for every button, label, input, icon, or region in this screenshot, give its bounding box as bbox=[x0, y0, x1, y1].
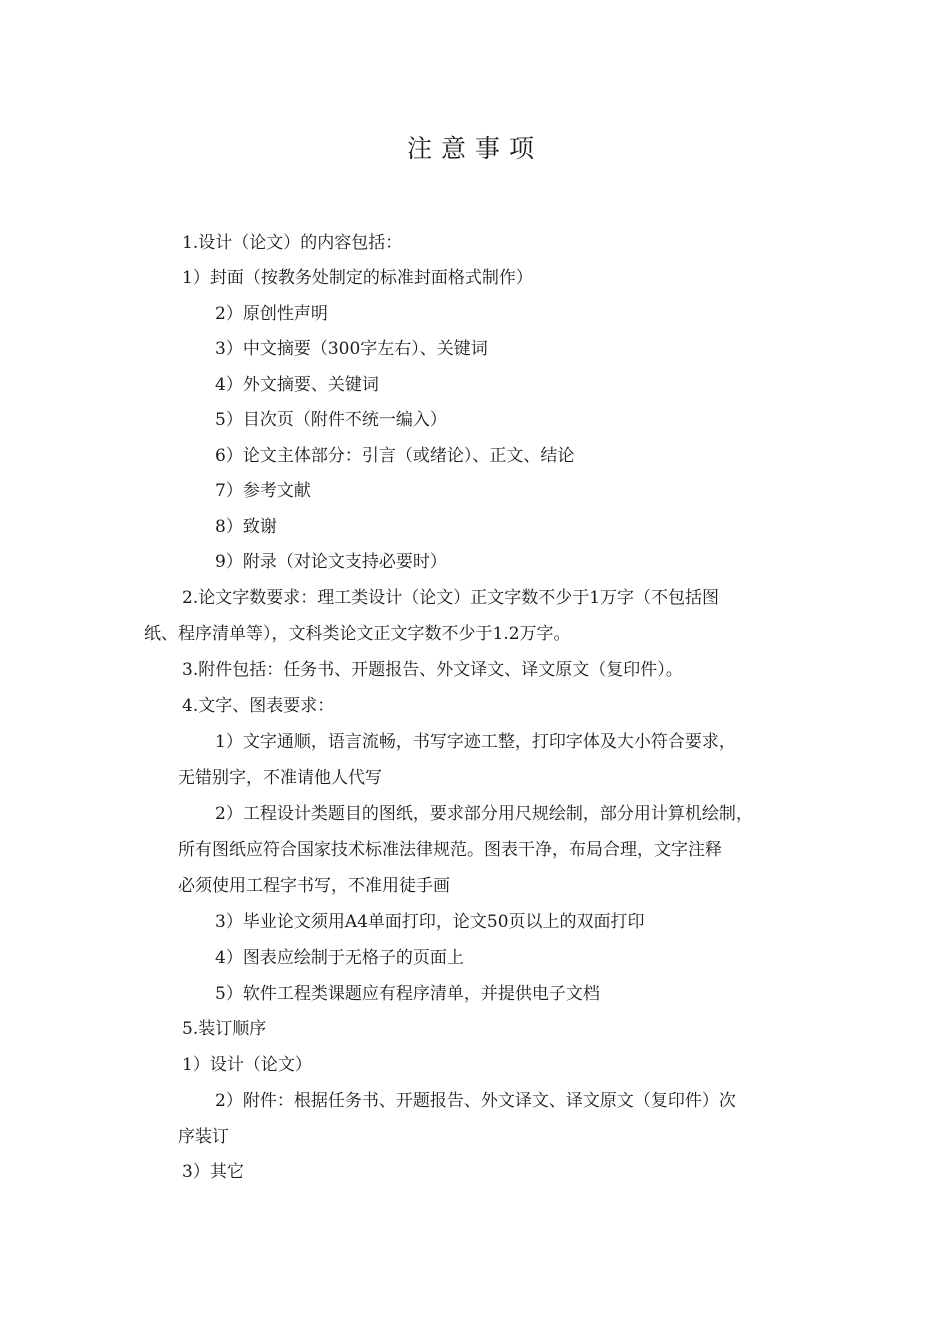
list-item-chinese-abstract: 3）中文摘要（300字左右）、关键词 bbox=[215, 339, 488, 359]
section-1-heading: 1.设计（论文）的内容包括： bbox=[182, 233, 403, 253]
req-item-drawings-cont-2: 必须使用工程字书写，不准用徒手画 bbox=[178, 876, 450, 896]
binding-item-thesis: 1）设计（论文） bbox=[182, 1055, 312, 1075]
list-item-cover: 1）封面（按教务处制定的标准封面格式制作） bbox=[182, 268, 533, 288]
req-item-charts: 4）图表应绘制于无格子的页面上 bbox=[215, 948, 464, 968]
section-4-heading: 4.文字、图表要求： bbox=[182, 696, 335, 716]
section-2-text-cont: 纸、程序清单等），文科类论文正文字数不少于1.2万字。 bbox=[144, 624, 571, 644]
req-item-text-cont: 无错别字，不准请他人代写 bbox=[178, 768, 382, 788]
page-title: 注意事项 bbox=[406, 134, 543, 163]
binding-item-attachments-cont: 序装订 bbox=[178, 1127, 229, 1147]
list-item-references: 7）参考文献 bbox=[215, 481, 311, 501]
req-item-software: 5）软件工程类课题应有程序清单，并提供电子文档 bbox=[215, 984, 600, 1004]
binding-item-other: 3）其它 bbox=[182, 1162, 244, 1182]
req-item-drawings: 2）工程设计类题目的图纸，要求部分用尺规绘制，部分用计算机绘制， bbox=[215, 804, 753, 824]
list-item-foreign-abstract: 4）外文摘要、关键词 bbox=[215, 375, 379, 395]
list-item-toc: 5）目次页（附件不统一编入） bbox=[215, 410, 447, 430]
section-5-heading: 5.装订顺序 bbox=[182, 1019, 267, 1039]
list-item-appendix: 9）附录（对论文支持必要时） bbox=[215, 552, 447, 572]
section-3-text: 3.附件包括：任务书、开题报告、外文译文、译文原文（复印件）。 bbox=[182, 660, 683, 680]
list-item-main-body: 6）论文主体部分：引言（或绪论）、正文、结论 bbox=[215, 446, 575, 466]
req-item-text: 1）文字通顺，语言流畅，书写字迹工整，打印字体及大小符合要求， bbox=[215, 732, 736, 752]
req-item-printing: 3）毕业论文须用A4单面打印，论文50页以上的双面打印 bbox=[215, 912, 645, 932]
req-item-drawings-cont: 所有图纸应符合国家技术标准法律规范。图表干净，布局合理，文字注释 bbox=[178, 840, 722, 860]
list-item-acknowledgement: 8）致谢 bbox=[215, 517, 277, 537]
list-item-originality: 2）原创性声明 bbox=[215, 304, 328, 324]
binding-item-attachments: 2）附件：根据任务书、开题报告、外文译文、译文原文（复印件）次 bbox=[215, 1091, 736, 1111]
section-2-text: 2.论文字数要求：理工类设计（论文）正文字数不少于1万字（不包括图 bbox=[182, 588, 720, 608]
